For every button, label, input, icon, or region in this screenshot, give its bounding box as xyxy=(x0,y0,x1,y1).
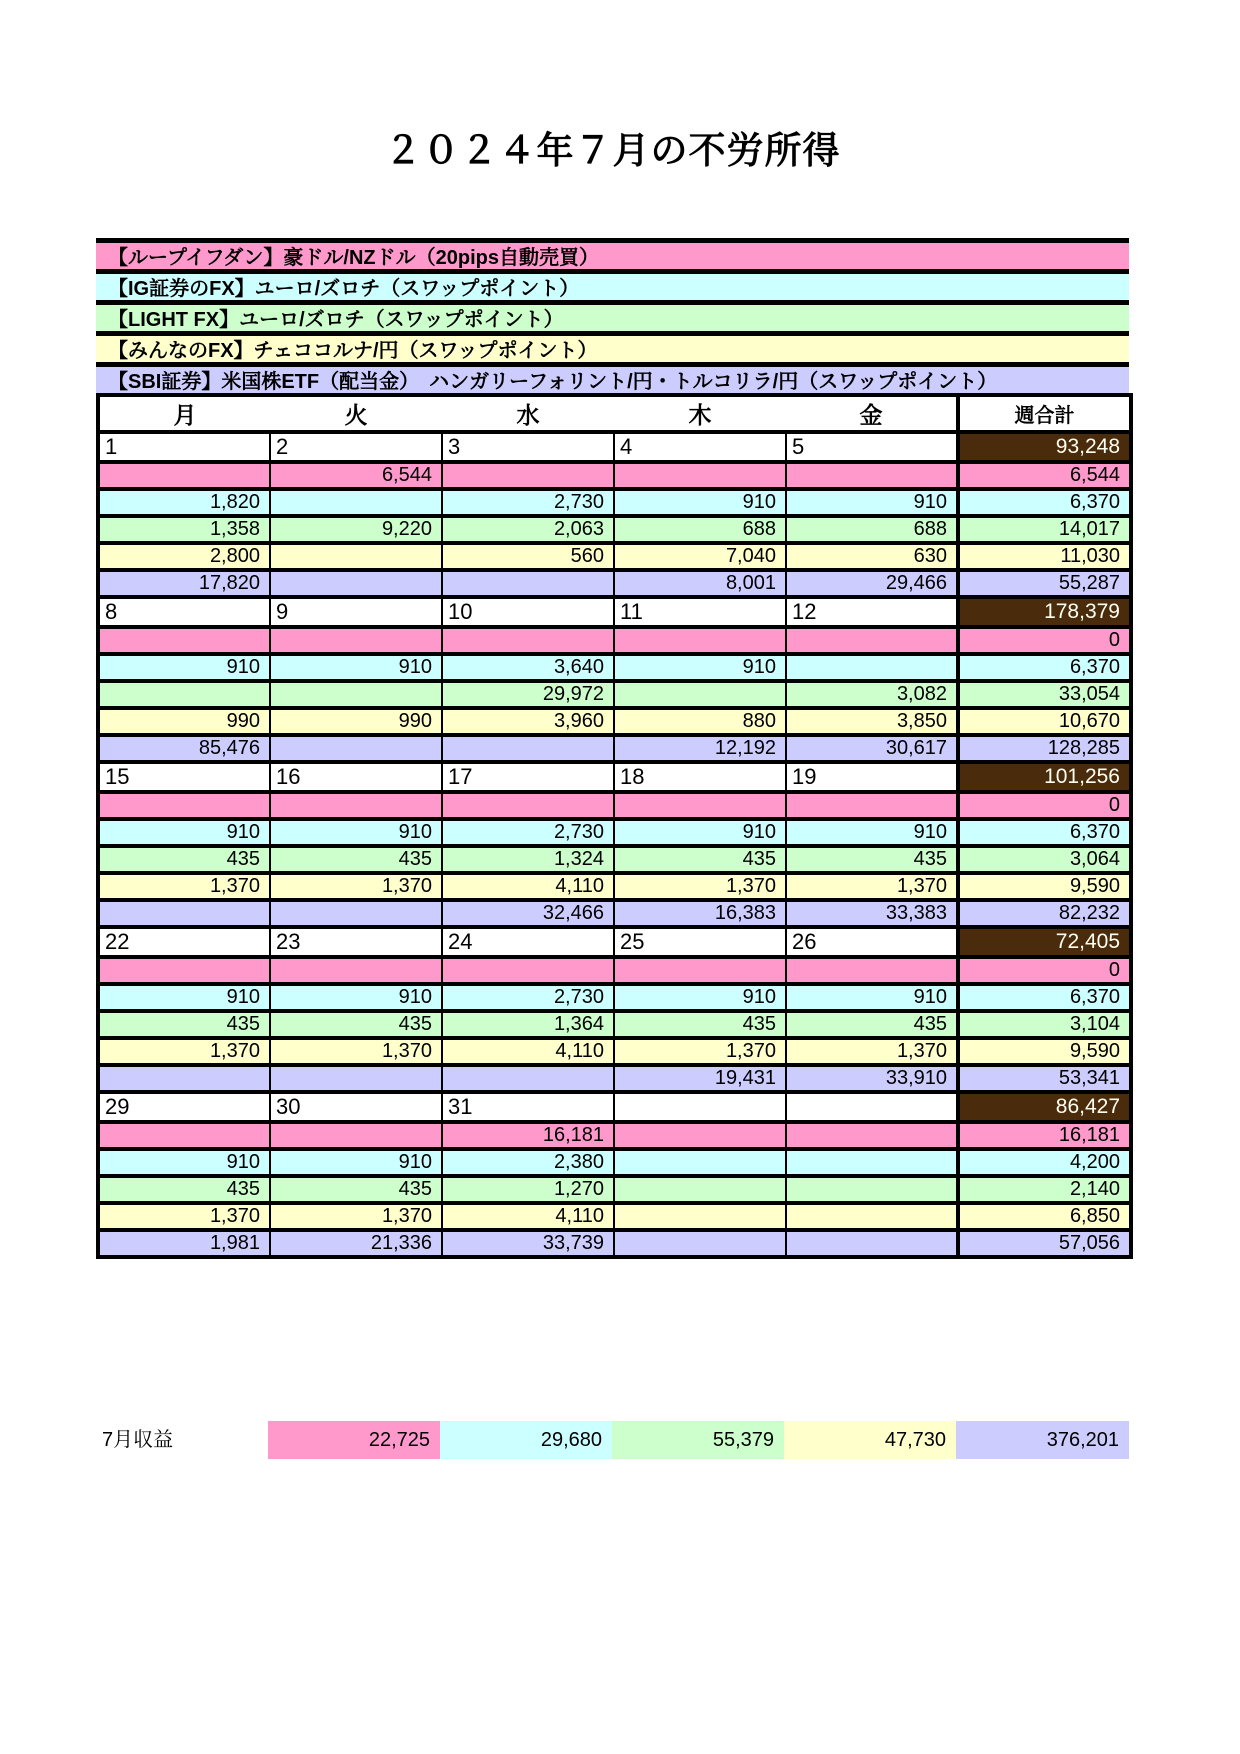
value-cell xyxy=(98,462,270,489)
series-week-total-cell: 33,054 xyxy=(958,681,1131,708)
value-cell xyxy=(614,1149,786,1176)
value-cell: 910 xyxy=(270,819,442,846)
value-cell: 880 xyxy=(614,708,786,735)
value-cell: 910 xyxy=(270,1149,442,1176)
series-week-total-cell: 0 xyxy=(958,792,1131,819)
value-cell: 435 xyxy=(98,1011,270,1038)
week-4-series-row-3 xyxy=(98,1011,1131,1038)
legend-item-2: 【IG証券のFX】ユーロ/ズロチ（スワップポイント） xyxy=(96,269,1129,300)
value-cell: 2,730 xyxy=(442,819,614,846)
summary-cell: 22,725 xyxy=(268,1421,440,1459)
week-total-cell: 178,379 xyxy=(958,597,1131,627)
week-5-day-row xyxy=(98,1092,1131,1122)
day-cell: 8 xyxy=(98,597,270,627)
value-cell: 33,739 xyxy=(442,1230,614,1257)
value-cell xyxy=(98,1122,270,1149)
value-cell: 990 xyxy=(270,708,442,735)
table-body xyxy=(98,432,1131,1257)
header-cell: 木 xyxy=(614,395,786,432)
value-cell: 560 xyxy=(442,543,614,570)
summary-label: 7月収益 xyxy=(102,1429,174,1451)
page-title: ２０２４年７月の不労所得 xyxy=(384,130,841,171)
value-cell xyxy=(786,1203,958,1230)
value-cell: 1,370 xyxy=(614,873,786,900)
week-3-series-row-3 xyxy=(98,846,1131,873)
day-cell: 25 xyxy=(614,927,786,957)
week-3-series-row-4 xyxy=(98,873,1131,900)
value-cell xyxy=(786,1230,958,1257)
series-week-total-cell: 3,104 xyxy=(958,1011,1131,1038)
value-cell xyxy=(786,654,958,681)
value-cell: 2,380 xyxy=(442,1149,614,1176)
value-cell: 33,910 xyxy=(786,1065,958,1092)
value-cell: 435 xyxy=(270,1176,442,1203)
value-cell xyxy=(270,735,442,762)
day-cell: 4 xyxy=(614,432,786,462)
day-cell xyxy=(614,1092,786,1122)
value-cell: 910 xyxy=(786,819,958,846)
week-total-cell: 101,256 xyxy=(958,762,1131,792)
value-cell: 1,370 xyxy=(98,1038,270,1065)
value-cell xyxy=(270,570,442,597)
value-cell: 910 xyxy=(98,984,270,1011)
legend-item-4: 【みんなのFX】チェココルナ/円（スワップポイント） xyxy=(96,331,1129,362)
value-cell: 910 xyxy=(98,819,270,846)
week-2-day-row xyxy=(98,597,1131,627)
week-2-series-row-5 xyxy=(98,735,1131,762)
series-week-total-cell: 57,056 xyxy=(958,1230,1131,1257)
week-5-series-row-2 xyxy=(98,1149,1131,1176)
value-cell: 435 xyxy=(786,846,958,873)
value-cell: 910 xyxy=(614,654,786,681)
value-cell: 9,220 xyxy=(270,516,442,543)
header-row xyxy=(98,395,1131,432)
value-cell: 910 xyxy=(614,819,786,846)
value-cell: 435 xyxy=(270,846,442,873)
day-cell: 22 xyxy=(98,927,270,957)
legend xyxy=(96,238,1129,393)
value-cell: 910 xyxy=(98,654,270,681)
series-week-total-cell: 0 xyxy=(958,627,1131,654)
week-4-series-row-5 xyxy=(98,1065,1131,1092)
value-cell: 1,370 xyxy=(98,1203,270,1230)
value-cell: 3,640 xyxy=(442,654,614,681)
value-cell: 7,040 xyxy=(614,543,786,570)
value-cell: 435 xyxy=(786,1011,958,1038)
value-cell: 435 xyxy=(614,846,786,873)
value-cell: 990 xyxy=(98,708,270,735)
day-cell: 3 xyxy=(442,432,614,462)
value-cell xyxy=(98,957,270,984)
value-cell xyxy=(442,627,614,654)
series-week-total-cell: 82,232 xyxy=(958,900,1131,927)
day-cell xyxy=(786,1092,958,1122)
value-cell: 4,110 xyxy=(442,1038,614,1065)
summary-cell: 47,730 xyxy=(784,1421,956,1459)
value-cell: 910 xyxy=(270,984,442,1011)
value-cell xyxy=(270,543,442,570)
day-cell: 18 xyxy=(614,762,786,792)
week-1-series-row-1 xyxy=(98,462,1131,489)
value-cell: 1,370 xyxy=(270,1203,442,1230)
week-1-series-row-4 xyxy=(98,543,1131,570)
day-cell: 1 xyxy=(98,432,270,462)
week-total-cell: 86,427 xyxy=(958,1092,1131,1122)
value-cell xyxy=(442,462,614,489)
monthly-summary-row xyxy=(96,1421,1129,1459)
value-cell: 4,110 xyxy=(442,873,614,900)
value-cell xyxy=(270,489,442,516)
series-week-total-cell: 6,370 xyxy=(958,489,1131,516)
value-cell: 435 xyxy=(98,846,270,873)
header-cell: 水 xyxy=(442,395,614,432)
week-2-series-row-3 xyxy=(98,681,1131,708)
value-cell xyxy=(270,792,442,819)
series-week-total-cell: 6,370 xyxy=(958,654,1131,681)
week-1-series-row-2 xyxy=(98,489,1131,516)
series-week-total-cell: 53,341 xyxy=(958,1065,1131,1092)
value-cell: 3,960 xyxy=(442,708,614,735)
day-cell: 29 xyxy=(98,1092,270,1122)
value-cell xyxy=(442,570,614,597)
value-cell xyxy=(614,957,786,984)
value-cell xyxy=(270,957,442,984)
week-3-series-row-1 xyxy=(98,792,1131,819)
value-cell: 910 xyxy=(786,489,958,516)
series-week-total-cell: 3,064 xyxy=(958,846,1131,873)
day-cell: 12 xyxy=(786,597,958,627)
value-cell xyxy=(786,462,958,489)
value-cell: 1,370 xyxy=(98,873,270,900)
day-cell: 17 xyxy=(442,762,614,792)
value-cell xyxy=(442,735,614,762)
series-week-total-cell: 4,200 xyxy=(958,1149,1131,1176)
week-5-series-row-5 xyxy=(98,1230,1131,1257)
value-cell: 435 xyxy=(614,1011,786,1038)
value-cell: 4,110 xyxy=(442,1203,614,1230)
header-cell: 金 xyxy=(786,395,958,432)
value-cell xyxy=(98,681,270,708)
value-cell xyxy=(270,900,442,927)
week-3-series-row-5 xyxy=(98,900,1131,927)
week-total-cell: 93,248 xyxy=(958,432,1131,462)
summary-cell: 29,680 xyxy=(440,1421,612,1459)
value-cell: 2,063 xyxy=(442,516,614,543)
week-3-day-row xyxy=(98,762,1131,792)
value-cell: 16,383 xyxy=(614,900,786,927)
value-cell: 1,820 xyxy=(98,489,270,516)
day-cell: 11 xyxy=(614,597,786,627)
value-cell: 33,383 xyxy=(786,900,958,927)
series-week-total-cell: 6,370 xyxy=(958,984,1131,1011)
value-cell: 21,336 xyxy=(270,1230,442,1257)
series-week-total-cell: 6,850 xyxy=(958,1203,1131,1230)
value-cell: 1,981 xyxy=(98,1230,270,1257)
week-1-series-row-3 xyxy=(98,516,1131,543)
value-cell: 29,466 xyxy=(786,570,958,597)
value-cell: 17,820 xyxy=(98,570,270,597)
week-4-day-row xyxy=(98,927,1131,957)
series-week-total-cell: 55,287 xyxy=(958,570,1131,597)
header-cell: 週合計 xyxy=(958,395,1131,432)
week-5-series-row-3 xyxy=(98,1176,1131,1203)
series-week-total-cell: 2,140 xyxy=(958,1176,1131,1203)
header-cell: 火 xyxy=(270,395,442,432)
week-4-series-row-1 xyxy=(98,957,1131,984)
day-cell: 2 xyxy=(270,432,442,462)
value-cell xyxy=(786,1176,958,1203)
day-cell: 30 xyxy=(270,1092,442,1122)
value-cell xyxy=(614,1176,786,1203)
value-cell: 1,370 xyxy=(270,1038,442,1065)
series-week-total-cell: 6,370 xyxy=(958,819,1131,846)
value-cell: 1,370 xyxy=(614,1038,786,1065)
value-cell: 688 xyxy=(786,516,958,543)
series-week-total-cell: 16,181 xyxy=(958,1122,1131,1149)
table-header xyxy=(98,395,1131,432)
day-cell: 10 xyxy=(442,597,614,627)
value-cell: 85,476 xyxy=(98,735,270,762)
value-cell xyxy=(270,681,442,708)
value-cell: 19,431 xyxy=(614,1065,786,1092)
series-week-total-cell: 10,670 xyxy=(958,708,1131,735)
value-cell xyxy=(98,900,270,927)
value-cell: 6,544 xyxy=(270,462,442,489)
value-cell xyxy=(270,1122,442,1149)
content xyxy=(96,238,1129,1459)
week-2-series-row-1 xyxy=(98,627,1131,654)
day-cell: 9 xyxy=(270,597,442,627)
value-cell: 29,972 xyxy=(442,681,614,708)
week-2-series-row-4 xyxy=(98,708,1131,735)
week-2-series-row-2 xyxy=(98,654,1131,681)
value-cell: 630 xyxy=(786,543,958,570)
day-cell: 16 xyxy=(270,762,442,792)
value-cell: 1,270 xyxy=(442,1176,614,1203)
value-cell xyxy=(614,1203,786,1230)
value-cell xyxy=(614,627,786,654)
series-week-total-cell: 6,544 xyxy=(958,462,1131,489)
value-cell: 910 xyxy=(614,489,786,516)
value-cell: 1,370 xyxy=(786,1038,958,1065)
value-cell: 2,730 xyxy=(442,489,614,516)
value-cell xyxy=(614,462,786,489)
header-cell: 月 xyxy=(98,395,270,432)
value-cell xyxy=(786,792,958,819)
value-cell: 435 xyxy=(98,1176,270,1203)
value-cell xyxy=(614,792,786,819)
value-cell: 2,730 xyxy=(442,984,614,1011)
week-1-series-row-5 xyxy=(98,570,1131,597)
series-week-total-cell: 14,017 xyxy=(958,516,1131,543)
series-week-total-cell: 0 xyxy=(958,957,1131,984)
value-cell: 2,800 xyxy=(98,543,270,570)
value-cell xyxy=(98,792,270,819)
day-cell: 19 xyxy=(786,762,958,792)
value-cell: 1,370 xyxy=(786,873,958,900)
value-cell xyxy=(614,1122,786,1149)
week-5-series-row-1 xyxy=(98,1122,1131,1149)
value-cell: 16,181 xyxy=(442,1122,614,1149)
day-cell: 26 xyxy=(786,927,958,957)
value-cell xyxy=(270,627,442,654)
value-cell xyxy=(98,627,270,654)
value-cell xyxy=(614,1230,786,1257)
value-cell xyxy=(270,1065,442,1092)
value-cell: 32,466 xyxy=(442,900,614,927)
income-calendar-table xyxy=(96,393,1133,1259)
summary-cell: 376,201 xyxy=(956,1421,1129,1459)
value-cell xyxy=(786,1149,958,1176)
day-cell: 31 xyxy=(442,1092,614,1122)
series-week-total-cell: 9,590 xyxy=(958,873,1131,900)
week-total-cell: 72,405 xyxy=(958,927,1131,957)
value-cell xyxy=(442,792,614,819)
value-cell xyxy=(442,957,614,984)
value-cell: 910 xyxy=(98,1149,270,1176)
day-cell: 5 xyxy=(786,432,958,462)
day-cell: 24 xyxy=(442,927,614,957)
value-cell: 12,192 xyxy=(614,735,786,762)
value-cell: 910 xyxy=(786,984,958,1011)
day-cell: 23 xyxy=(270,927,442,957)
value-cell: 435 xyxy=(270,1011,442,1038)
value-cell xyxy=(786,627,958,654)
value-cell xyxy=(442,1065,614,1092)
summary-cell: 55,379 xyxy=(612,1421,784,1459)
week-4-series-row-4 xyxy=(98,1038,1131,1065)
week-1-day-row xyxy=(98,432,1131,462)
week-3-series-row-2 xyxy=(98,819,1131,846)
value-cell: 3,850 xyxy=(786,708,958,735)
week-4-series-row-2 xyxy=(98,984,1131,1011)
value-cell: 910 xyxy=(270,654,442,681)
series-week-total-cell: 9,590 xyxy=(958,1038,1131,1065)
value-cell xyxy=(786,1122,958,1149)
day-cell: 15 xyxy=(98,762,270,792)
value-cell: 688 xyxy=(614,516,786,543)
value-cell: 1,364 xyxy=(442,1011,614,1038)
value-cell xyxy=(98,1065,270,1092)
value-cell xyxy=(786,957,958,984)
value-cell: 1,324 xyxy=(442,846,614,873)
value-cell: 30,617 xyxy=(786,735,958,762)
legend-item-1: 【ループイフダン】豪ドル/NZドル（20pips自動売買） xyxy=(96,238,1129,269)
legend-item-5: 【SBI証券】米国株ETF（配当金） ハンガリーフォリント/円・トルコリラ/円（スワップポイント） xyxy=(96,362,1129,393)
value-cell: 910 xyxy=(614,984,786,1011)
value-cell: 8,001 xyxy=(614,570,786,597)
value-cell: 1,370 xyxy=(270,873,442,900)
legend-item-3: 【LIGHT FX】ユーロ/ズロチ（スワップポイント） xyxy=(96,300,1129,331)
series-week-total-cell: 128,285 xyxy=(958,735,1131,762)
week-5-series-row-4 xyxy=(98,1203,1131,1230)
value-cell: 3,082 xyxy=(786,681,958,708)
series-week-total-cell: 11,030 xyxy=(958,543,1131,570)
value-cell xyxy=(614,681,786,708)
value-cell: 1,358 xyxy=(98,516,270,543)
